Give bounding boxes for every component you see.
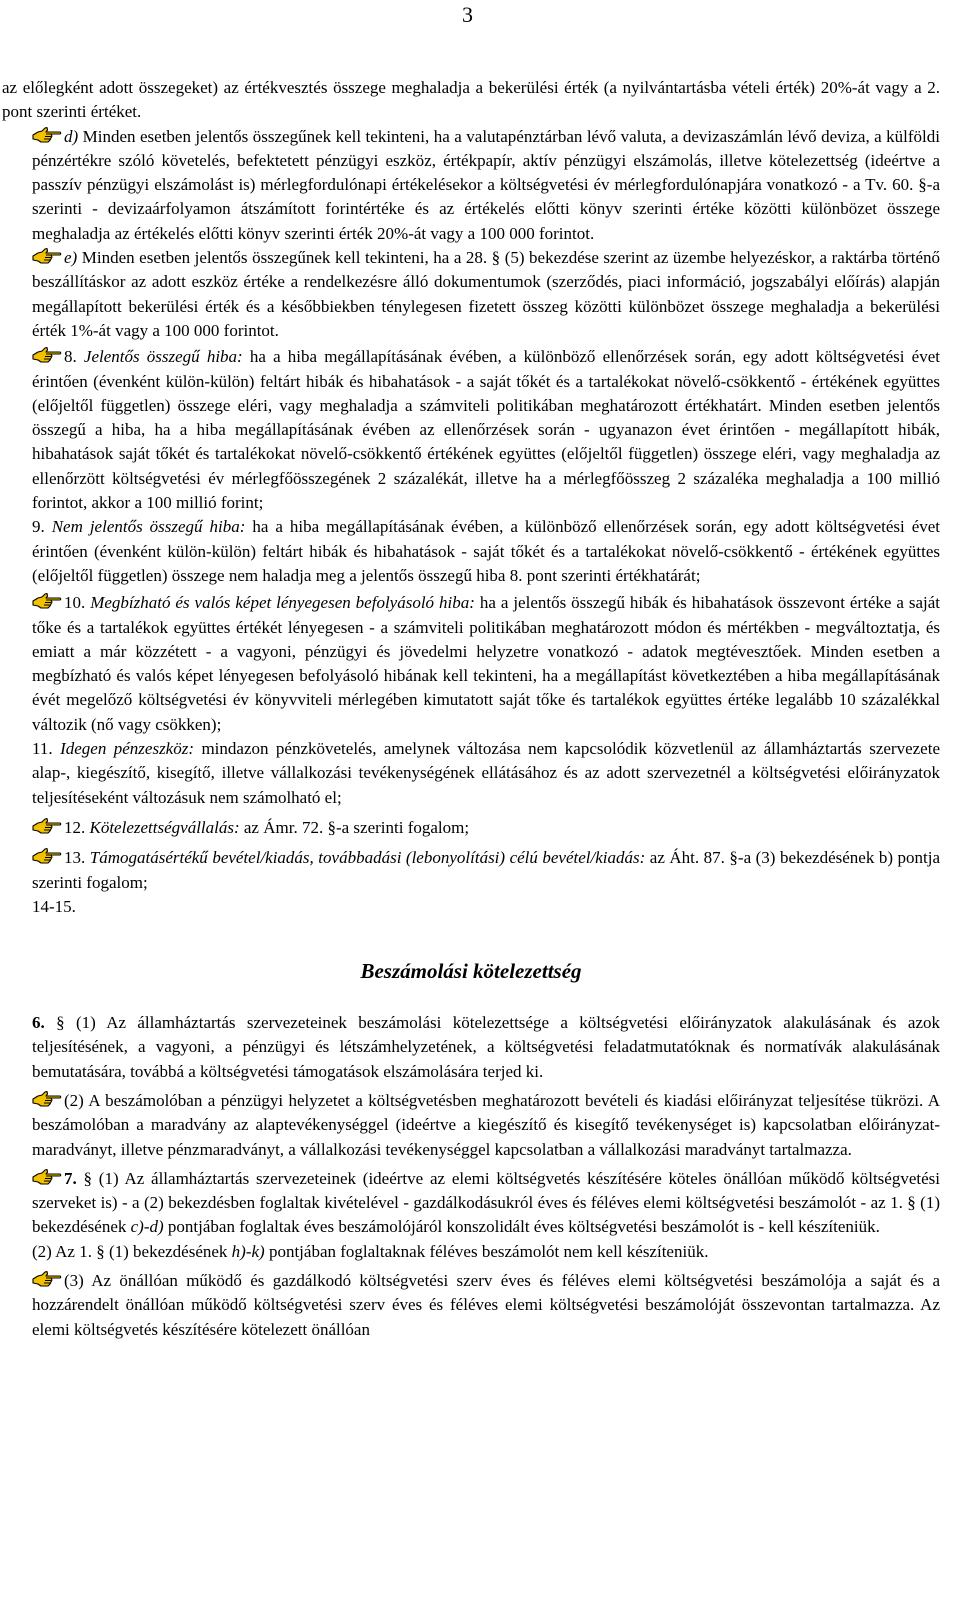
paragraph-text: Minden esetben jelentős összegűnek kell tekinteni, ha a valutapénztárban lévő valuta, a devizaszámlán lévő deviza, a külföldi pénzértékre szóló követelés, befektetett pénzügyi eszköz, értékpapír, aktív pénzügyi elszámolás, illetve kötelezettség (ideértve a passzív pénzügyi elszámolást is) mérlegfordulónapi értékelésekor a költségvetési év mérlegfordulónapjára vonatkozó - a Tv. 60. §-a szerinti - devizaárfolyamon átszámított forintértéke és az értékelés előtti könyv szerinti értéke közötti különbözet összege meghaladja az értékelés előtti könyv szerinti érték 20%-át vagy a 100 000 forintot. — [32, 126, 940, 243]
section-number: 7. — [64, 1168, 77, 1188]
item-number: 11. — [32, 739, 53, 759]
definition-11 — [2, 737, 940, 810]
document-body — [2, 76, 940, 1342]
paragraph-text: Minden esetben jelentős összegűnek kell tekinteni, ha a 28. § (5) bekezdése szerint az üzembe helyezéskor, a raktárba történő beszállításkor az adott eszköz értéke a rendelkezésre álló dokumentumok (szerződés, piaci információ, jogszabályi előírás) alapján megállapított bekerülési érték és a későbbiekben ténylegesen fizetett összeg közötti különbözet összege meghaladja a bekerülési érték 1%-át vagy a 100 000 forintot. — [32, 248, 940, 340]
point-reference: c)-d) — [130, 1217, 164, 1237]
item-number: 12. — [64, 817, 86, 837]
pointing-hand-icon — [32, 817, 62, 835]
item-number: 13. — [64, 848, 86, 868]
section-7-paragraph-1 — [2, 1167, 940, 1240]
paragraph-text: az Áht. 87. §-a (3) bekezdésének b) pontja szerinti fogalom; — [32, 848, 941, 892]
pointing-hand-icon — [32, 1090, 62, 1108]
pointing-hand-icon — [32, 346, 62, 364]
defined-term: Támogatásértékű bevétel/kiadás, továbbadási (lebonyolítási) célú bevétel/kiadás: — [89, 848, 646, 868]
paragraph-d — [2, 125, 940, 246]
paragraph-text: (2) Az 1. § (1) bekezdésének — [32, 1241, 232, 1261]
paragraph-text: ha a hiba megállapításának évében, a különböző ellenőrzések során, egy adott költségvetési évet érintően (évenként külön-külön) feltárt hibák és hibahatások - saját tőkét és a tartalékokat növelő-csökkentő - értékének együttes (előjeltől független) összege nem haladja meg a jelentős összegű hiba 8. pont szerinti értékhatárát; — [32, 517, 941, 585]
defined-term: Nem jelentős összegű hiba: — [51, 517, 246, 537]
definition-8 — [2, 345, 940, 515]
definition-10 — [2, 591, 940, 737]
point-reference: h)-k) — [231, 1241, 265, 1261]
defined-term: Kötelezettségvállalás: — [89, 817, 240, 837]
paragraph-text: az Ámr. 72. §-a szerinti fogalom; — [239, 817, 470, 837]
item-label: d) — [64, 126, 79, 146]
section-heading: Beszámolási kötelezettség — [360, 959, 582, 984]
item-number: 9. — [32, 517, 45, 537]
paragraph-text: (2) A beszámolóban a pénzügyi helyzetet a költségvetésben meghatározott bevételi és kiadási előirányzat teljesítése tükrözi. A beszámolóban a maradvány az alaptevékenységgel (ideértve a kiegészítő és kisegítő tevékenységet is) kapcsolatban előirányzat-maradványt, illetve pénzmaradványt, a vállalkozási tevékenységgel kapcsolatban a vállalkozási maradványt tartalmazza. — [32, 1090, 940, 1159]
defined-term: Jelentős összegű hiba: — [83, 347, 243, 367]
definition-9 — [2, 515, 940, 588]
page-number: 3 — [462, 2, 473, 27]
pointing-hand-icon — [32, 847, 62, 865]
paragraph-text: § (1) Az államháztartás szervezeteinek (ideértve az elemi költségvetés készítésére köteles önállóan működő költségvetési szerveket is) - a (2) bekezdésben foglaltak kivételével - gazdálkodásukról éves és féléves elemi költségvetési beszámolót - az 1. § (1) bekezdésének — [32, 1168, 940, 1237]
pointing-hand-icon — [32, 247, 62, 265]
paragraph-text: (3) Az önállóan működő és gazdálkodó költségvetési szerv éves és féléves elemi költségvetési beszámolója a saját és a hozzárendelt önállóan működő költségvetési szerv éves és féléves elemi költségvetési beszámolóját összevontan tartalmazza. Az elemi költségvetés készítésére kötelezett önállóan — [32, 1271, 940, 1339]
paragraph-text: ha a hiba megállapításának évében, a különböző ellenőrzések során, egy adott költségvetési évet érintően (évenként külön-külön) feltárt hibák és hibahatások - a saját tőkét és a tartalékokat növelő-csökkentő - értékének együttes (előjeltől független) összege eléri, vagy meghaladja a számviteli politikában meghatározott értékhatárt. Minden esetben jelentős összegű a hiba, ha a hiba megállapításának évében az ellenőrzések során - ugyanazon évet érintően - megállapított hibák, hibahatások saját tőkét és tartalékokat növelő-csökkentő értékének együttes (előjeltől független) összege eléri, vagy meghaladja az ellenőrzött költségvetési év mérlegfőösszegének 2 százalékát, illetve ha a mérlegfőösszeg 2 százaléka meghaladja a 100 millió forintot, akkor a 100 millió forint; — [32, 347, 940, 513]
item-label: e) — [64, 248, 78, 268]
defined-term: Megbízható és valós képet lényegesen befolyásoló hiba: — [90, 593, 475, 613]
definition-14-15 — [2, 895, 940, 919]
item-number: 14-15. — [32, 896, 76, 916]
pointing-hand-icon — [32, 126, 62, 144]
section-7-paragraph-3 — [2, 1269, 940, 1342]
paragraph-text: pontjában foglaltak éves beszámolójáról konszolidált éves költségvetési beszámolót is - kell készíteniük. — [163, 1217, 880, 1237]
paragraph-text: § (1) Az államháztartás szervezeteinek beszámolási kötelezettsége a költségvetési előirányzatok alakulásának és azok teljesítésének, a vagyoni, a pénzügyi és létszámhelyzetének, a költségvetési feladatmutatóknak és normatívák alakulásának bemutatására, továbbá a költségvetési támogatások elszámolására terjed ki. — [32, 1013, 940, 1081]
section-6-paragraph-1 — [2, 1011, 940, 1084]
pointing-hand-icon — [32, 592, 62, 610]
item-number: 8. — [64, 347, 77, 367]
paragraph-text: mindazon pénzkövetelés, amelynek változása nem kapcsolódik közvetlenül az államháztartás szervezete alap-, kiegészítő, kisegítő, illetve vállalkozási tevékenységének ellátásához és az adott szervezetnél a költségvetési előirányzatok teljesítéseként változásuk nem számolható el; — [32, 739, 940, 807]
section-6-paragraph-2 — [2, 1089, 940, 1162]
paragraph-text: pontjában foglaltaknak féléves beszámolót nem kell készíteniük. — [264, 1241, 709, 1261]
pointing-hand-icon — [32, 1270, 62, 1288]
definition-13 — [2, 846, 940, 895]
definition-12 — [2, 816, 940, 840]
paragraph-e — [2, 246, 940, 343]
pointing-hand-icon — [32, 1168, 62, 1186]
item-number: 10. — [64, 593, 86, 613]
defined-term: Idegen pénzeszköz: — [60, 739, 195, 759]
paragraph-text: ha a jelentős összegű hibák és hibahatások összevont értéke a saját tőke és a tartalékok együttes értékét lényegesen - a számviteli politikában meghatározott módon és mértékben - megváltoztatja, és emiatt a már közzétett - a vagyoni, pénzügyi és jövedelmi helyzetre vonatkozó - adatok megtévesztőek. Minden esetben a megbízható és valós képet lényegesen befolyásoló hibának kell tekinteni, ha a megállapítást következtében a hiba megállapításának évét megelőző költségvetési év könyvviteli mérlegében kimutatott saját tőke és tartalékok együttes értéke legalább 10 százalékkal változik (nő vagy csökken); — [32, 593, 940, 734]
section-number: 6. — [32, 1013, 45, 1033]
section-7-paragraph-2 — [2, 1240, 940, 1264]
paragraph-intro — [2, 76, 940, 125]
paragraph-text: az előlegként adott összegeket) az értékvesztés összege meghaladja a bekerülési érték (a nyilvántartásba vételi érték) 20%-át vagy a 2. pont szerinti értéket. — [2, 78, 940, 122]
